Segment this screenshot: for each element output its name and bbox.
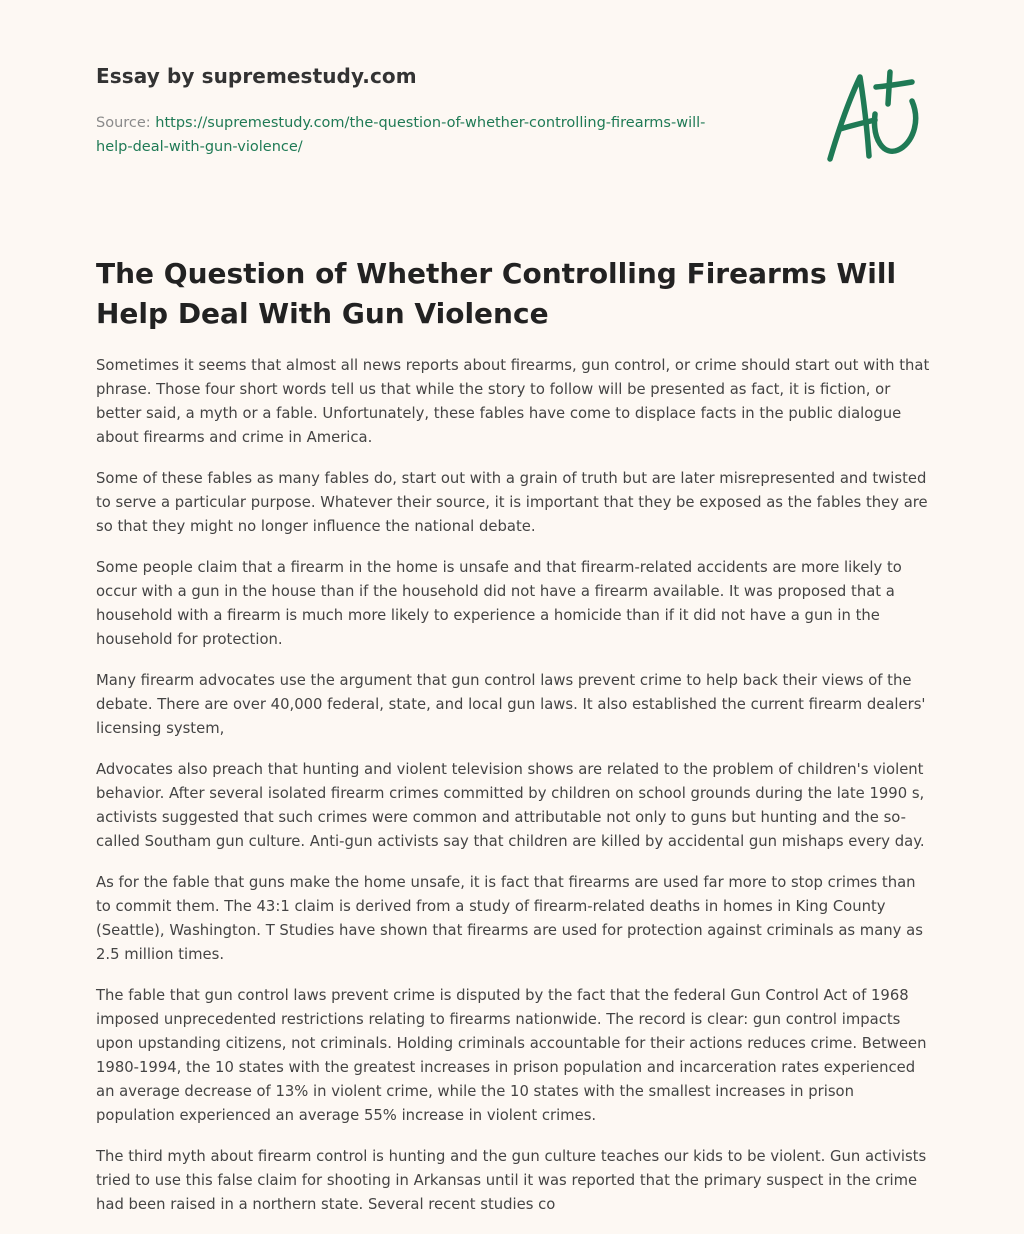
source-line [96,111,756,159]
a-plus-logo-icon [820,66,928,164]
source-link-line1: https://supremestudy.com/the-question-of-whether-controlling-firearms-will- [155,115,706,131]
site-brand: Essay by supremestudy.com [96,64,417,88]
essay-body [96,354,932,1234]
essay-paragraph: Sometimes it seems that almost all news reports about firearms, gun control, or crime should start out with that phrase. Those four short words tell us that while the story to follow will be presented as fact, it is fiction, or better said, a myth or a fable. Unfortunately, these fables have come to displace facts in the public dialogue about firearms and crime in America. [96,357,930,446]
essay-paragraph: Some of these fables as many fables do, start out with a grain of truth but are later misrepresented and twisted to serve a particular purpose. Whatever their source, it is important that they be exposed as the fables they are so that they might no longer influence the national debate. [96,470,928,535]
essay-paragraph: Many firearm advocates use the argument that gun control laws prevent crime to help back their views of the debate. There are over 40,000 federal, state, and local gun laws. It also established the current firearm dealers' licensing system, [96,672,926,737]
source-label: Source: [96,115,151,131]
essay-paragraph: The fable that gun control laws prevent crime is disputed by the fact that the federal Gun Control Act of 1968 imposed unprecedented restrictions relating to firearms nationwide. The record is clear: gun control impacts upon upstanding citizens, not criminals. Holding criminals accountable for their actions reduces crime. Between 1980-1994, the 10 states with the greatest increases in prison population and incarceration rates experienced an average decrease of 13% in violent crime, while the 10 states with the smallest increases in prison population experienced an average 55% increase in violent crimes. [96,987,927,1124]
essay-paragraph: Advocates also preach that hunting and violent television shows are related to the problem of children's violent behavior. After several isolated firearm crimes committed by children on school grounds during the late 1990 s, activists suggested that such crimes were common and attributable not only to guns but hunting and the so-called Southam gun culture. Anti-gun activists say that children are killed by accidental gun mishaps every day. [96,761,925,850]
essay-title: The Question of Whether Controlling Firearms Will Help Deal With Gun Violence [96,257,897,330]
essay-paragraph: The third myth about firearm control is hunting and the gun culture teaches our kids to be violent. Gun activists tried to use this false claim for shooting in Arkansas until it was reported that the primary suspect in the crime had been raised in a northern state. Several recent studies co [96,1148,927,1213]
essay-paragraph: Some people claim that a firearm in the home is unsafe and that firearm-related accidents are more likely to occur with a gun in the house than if the household did not have a firearm available. It was proposed that a household with a firearm is much more likely to experience a homicide than if it did not have a gun in the household for protection. [96,559,902,648]
source-link[interactable] [96,115,705,155]
essay-paragraph: As for the fable that guns make the home unsafe, it is fact that firearms are used far more to stop crimes than to commit them. The 43:1 claim is derived from a study of firearm-related deaths in homes in King County (Seattle), Washington. T Studies have shown that firearms are used for protection against criminals as many as 2.5 million times. [96,874,923,963]
source-link-line2: help-deal-with-gun-violence/ [96,139,303,155]
